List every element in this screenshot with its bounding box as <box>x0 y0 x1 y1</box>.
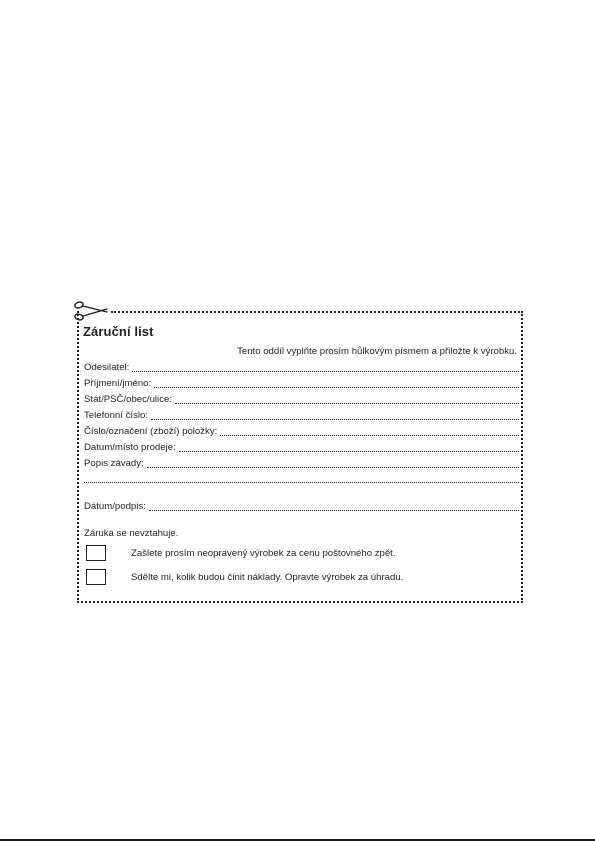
option-repair-checkbox[interactable] <box>86 569 106 585</box>
signature-label: Dátum/podpis: <box>84 501 146 512</box>
scissors-icon <box>73 300 109 322</box>
name-input-line[interactable] <box>154 387 519 388</box>
purchase-date-input-line[interactable] <box>179 451 519 452</box>
phone-input-line[interactable] <box>151 419 519 420</box>
address-input-line[interactable] <box>175 403 519 404</box>
sender-field[interactable] <box>84 361 519 374</box>
item-number-field[interactable] <box>84 425 519 438</box>
warranty-note: Záruka se nevztahuje. <box>84 528 179 539</box>
option-return-label: Zašlete prosím neopravený výrobek za cenu poštovného zpět. <box>131 548 396 559</box>
option-return-checkbox[interactable] <box>86 545 106 561</box>
option-repair-label: Sdělte mi, kolik budou činit náklady. Opravte výrobek za úhradu. <box>131 572 404 583</box>
address-field[interactable] <box>84 393 519 406</box>
signature-input-line[interactable] <box>149 510 519 511</box>
phone-field[interactable] <box>84 409 519 422</box>
purchase-date-field[interactable] <box>84 441 519 454</box>
cut-line <box>111 311 523 313</box>
form-instruction: Tento oddíl vyplňte prosím hůlkovým písmem a přiložte k výrobku. <box>237 346 517 357</box>
defect-description-field[interactable] <box>84 457 519 470</box>
defect-description-label: Popis závady: <box>84 458 144 469</box>
item-number-input-line[interactable] <box>220 435 519 436</box>
form-title: Záruční list <box>83 324 154 339</box>
item-number-label: Číslo/označení (zboží) položky: <box>84 426 218 437</box>
name-field[interactable] <box>84 377 519 390</box>
signature-field[interactable] <box>84 500 519 513</box>
phone-label: Telefonní číslo: <box>84 410 148 421</box>
name-label: Příjmení/jméno: <box>84 378 152 389</box>
address-label: Stát/PSČ/obec/ulice: <box>84 394 172 405</box>
purchase-date-label: Datum/místo prodeje: <box>84 442 176 453</box>
sender-label: Odesilatel: <box>84 362 130 373</box>
defect-description-input-line[interactable] <box>147 467 519 468</box>
sender-input-line[interactable] <box>132 371 519 372</box>
defect-description-extra-line[interactable] <box>84 482 519 483</box>
